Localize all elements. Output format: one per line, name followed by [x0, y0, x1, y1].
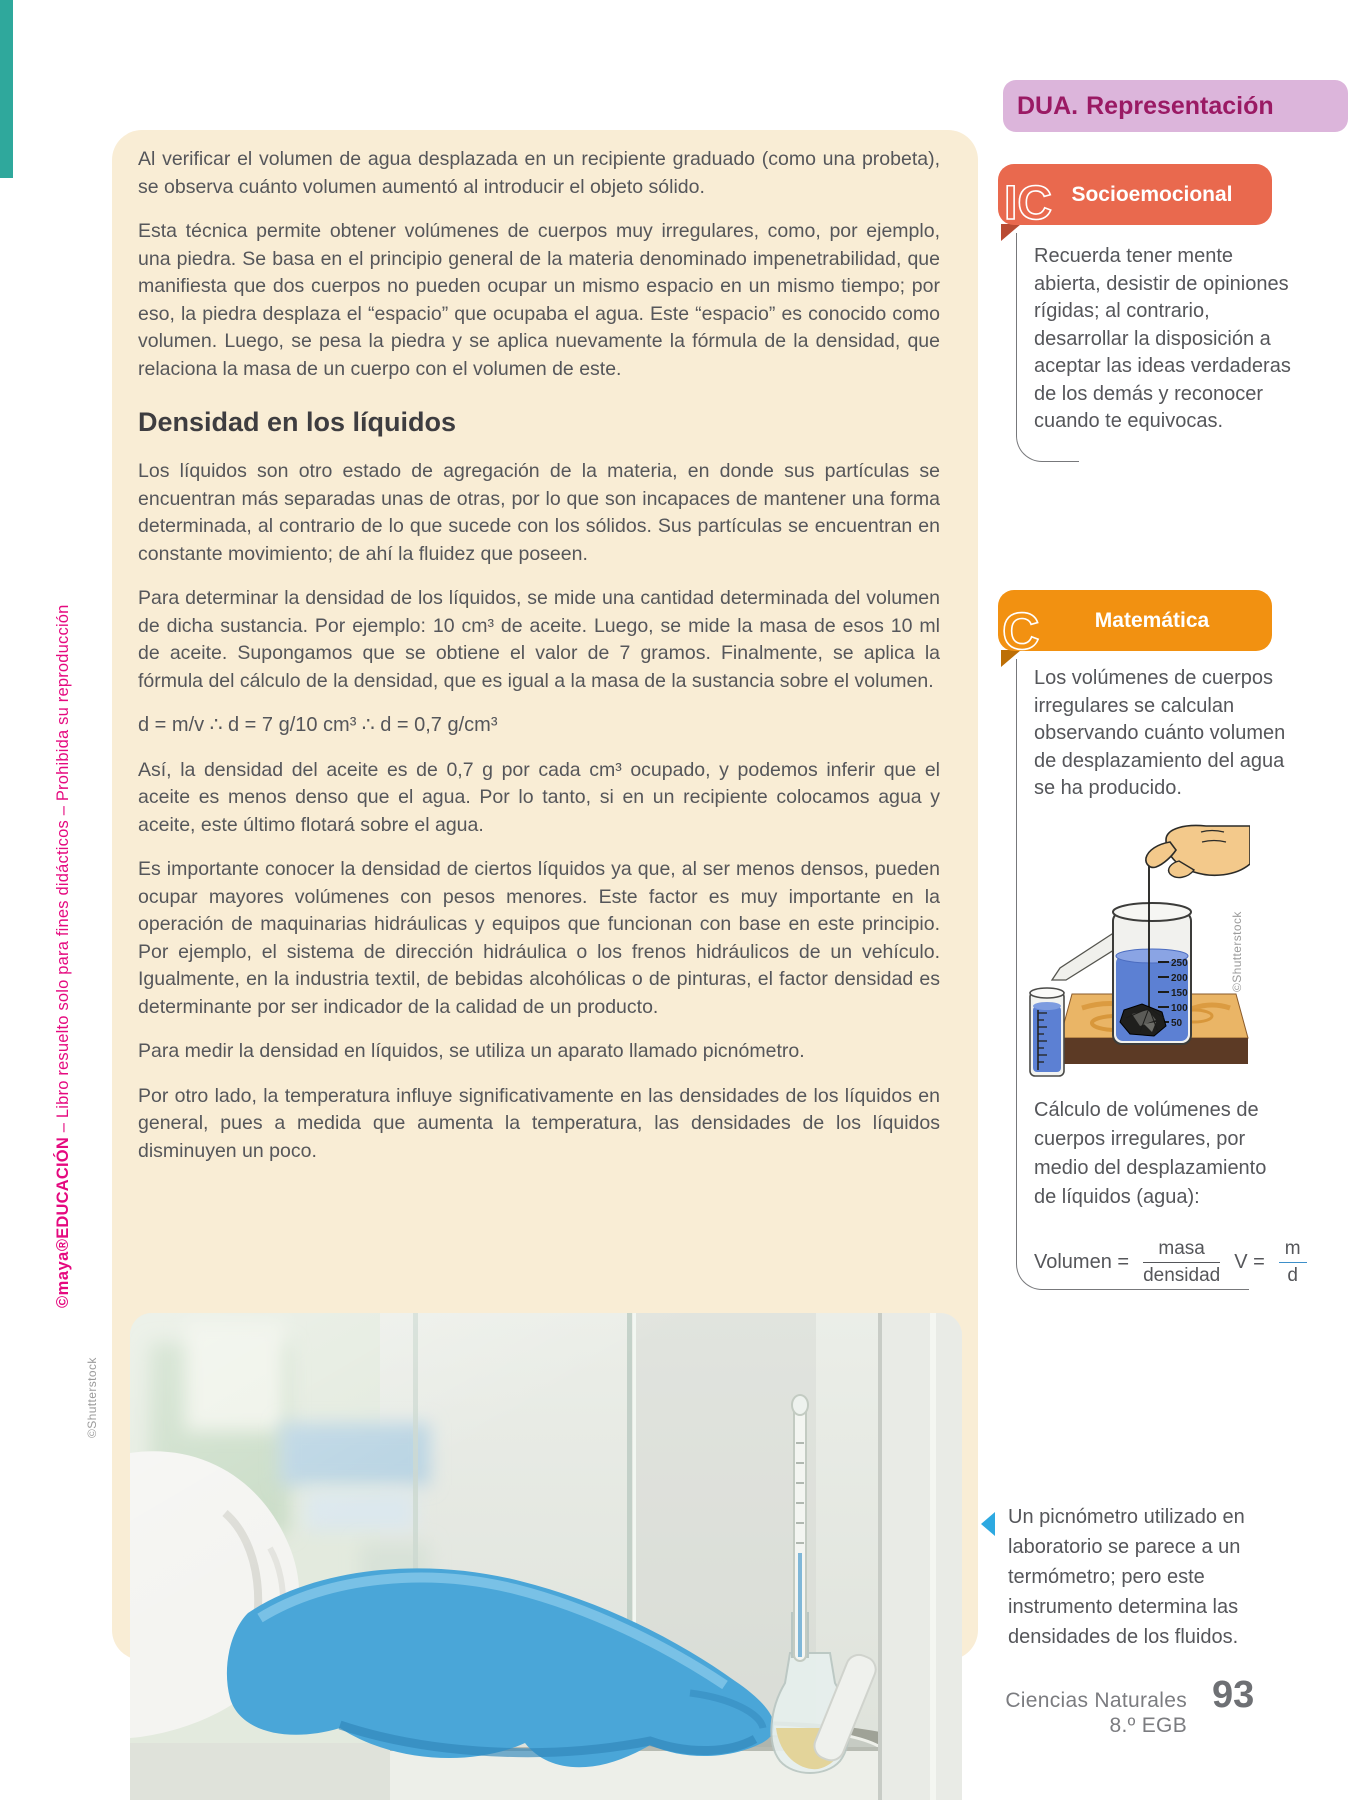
illustration-credit: ©Shutterstock — [1230, 911, 1244, 992]
v-formula-lhs: V = — [1234, 1250, 1265, 1273]
paragraph: Esta técnica permite obtener volúmenes de cuerpos muy irregulares, como, por ejemplo, una piedra. Se basa en el principio general de la materia denominado impenetrabilidad, que manifiesta que dos cuerpos no pueden ocupar un mismo espacio en un mismo tiempo; por eso, la piedra desplaza el “espacio” que ocupaba el agua. Este “espacio” es conocido como volumen. Luego, se pesa la piedra y se aplica nuevamente la fórmula de la densidad, que relaciona la masa de un cuerpo con el volumen de este. — [138, 220, 940, 380]
paragraph: Así, la densidad del aceite es de 0,7 g por cada cm³ ocupado, y podemos inferir que el aceite es menos denso que el agua. Por lo tanto, si en un recipiente colocamos agua y aceite, este último flotará sobre el agua. — [138, 758, 940, 836]
paragraph: Para medir la densidad en líquidos, se utiliza un aparato llamado picnómetro. — [138, 1040, 805, 1062]
svg-text:IC: IC — [1004, 177, 1052, 230]
volume-formula-lhs: Volumen = — [1034, 1250, 1130, 1273]
matematica-icon — [1000, 600, 1062, 662]
socioemocional-title: Socioemocional — [1071, 182, 1233, 206]
svg-text:50: 50 — [1171, 1018, 1183, 1029]
displacement-illustration — [1016, 822, 1250, 1080]
volume-formula — [1034, 1238, 1307, 1287]
socioemocional-text: Recuerda tener mente abierta, desistir de opiniones rígidas; al contrario, desarrollar la disposición a aceptar las ideas verdaderas de los demás y reconocer cuando te equivocas. — [1034, 245, 1291, 432]
dua-prefix: DUA. — [1017, 91, 1079, 120]
paragraph: Es importante conocer la densidad de ciertos líquidos ya que, al ser menos densos, pueden ocupar mayores volúmenes con pesos menores. Este factor es muy importante en la operación de maquinarias hidráulicas y equipos que funcionan con base en este principio. Por ejemplo, el sistema de dirección hidráulica o los frenos hidráulicos de un vehículo. Igualmente, en la industria textil, de bebidas alcohólicas o de pinturas, el factor densidad es determinante por ser indicador de la calidad de un producto. — [138, 858, 940, 1018]
density-formula: d = m/v ∴ d = 7 g/10 cm³ ∴ d = 0,7 g/cm³ — [138, 714, 498, 736]
publisher-name: ®EDUCACIÓN — [54, 1137, 72, 1252]
paragraph: Para determinar la densidad de los líquidos, se mide una cantidad determinada del volumen de dicha sustancia. Por ejemplo: 10 cm³ de aceite. Luego, se mide la masa de esos 10 ml de aceite. Supongamos que se obtiene el valor de 7 gramos. Finalmente, se aplica la fórmula del cálculo de la densidad, que es igual a la masa de la sustancia sobre el volumen. — [138, 587, 940, 692]
footer-grade: 8.º EGB — [1109, 1714, 1187, 1737]
matematica-title: Matemática — [1094, 608, 1210, 632]
section-heading: Densidad en los líquidos — [138, 407, 457, 437]
pour-spout — [1052, 932, 1117, 980]
vertical-copyright-notice — [54, 604, 74, 1308]
socioemocional-icon — [1002, 172, 1076, 234]
copyright-notice-text: – Libro resuelto solo para fines didácticos – Prohibida su reproducción — [54, 604, 72, 1138]
matematica-text: Los volúmenes de cuerpos irregulares se calculan observando cuánto volumen de desplazamiento del agua se ha producido. — [1034, 667, 1286, 799]
photo-caption: Un picnómetro utilizado en laboratorio se parece a un termómetro; pero este instrumento determina las densidades de los fluidos. — [1008, 1506, 1245, 1648]
page-edge-accent-bar — [0, 0, 13, 178]
lab-photo-image — [130, 1313, 962, 1800]
photo-credit: ©Shutterstock — [85, 1357, 99, 1438]
publisher-logo: ©maya — [54, 1251, 72, 1308]
lab-photo — [130, 1313, 962, 1800]
svg-text:100: 100 — [1171, 1003, 1188, 1014]
footer-subject: Ciencias Naturales — [1005, 1689, 1187, 1712]
page-number: 93 — [1212, 1674, 1255, 1716]
hand-icon — [1146, 826, 1250, 878]
footer-subject-block — [987, 1688, 1187, 1738]
paragraph: Por otro lado, la temperatura influye significativamente en las densidades de los líquidos en general, pues a medida que aumenta la temperatura, las densidades de los líquidos disminuyen un poco. — [138, 1084, 940, 1162]
paragraph: Los líquidos son otro estado de agregación de la materia, en donde sus partículas se encuentran más separadas unas de otras, por lo que son incapaces de mantener una forma determinada, al contrario de lo que sucede con los sólidos. Sus partículas se encuentran en constante movimiento; de ahí la fluidez que poseen. — [138, 460, 940, 565]
dua-banner — [1003, 80, 1348, 132]
mass-density-fraction: $\frac{\text{masa}}{\text{densidad}}$ — [1143, 1238, 1221, 1286]
svg-text:250: 250 — [1171, 958, 1188, 969]
dua-label: Representación — [1086, 91, 1274, 120]
caption-arrow-icon — [981, 1512, 995, 1536]
graduated-cylinder — [1030, 988, 1064, 1076]
illustration-caption: Cálculo de volúmenes de cuerpos irregulares, por medio del desplazamiento de líquidos (agua): — [1034, 1099, 1267, 1208]
m-d-fraction: $\frac{m}{d}$ — [1279, 1238, 1307, 1287]
svg-text:200: 200 — [1171, 973, 1188, 984]
svg-text:150: 150 — [1171, 988, 1188, 999]
paragraph: Al verificar el volumen de agua desplazada en un recipiente graduado (como una probeta), se observa cuánto volumen aumentó al introducir el objeto sólido. — [138, 148, 940, 198]
main-content-text — [138, 146, 940, 1182]
svg-text:C: C — [1002, 603, 1040, 661]
